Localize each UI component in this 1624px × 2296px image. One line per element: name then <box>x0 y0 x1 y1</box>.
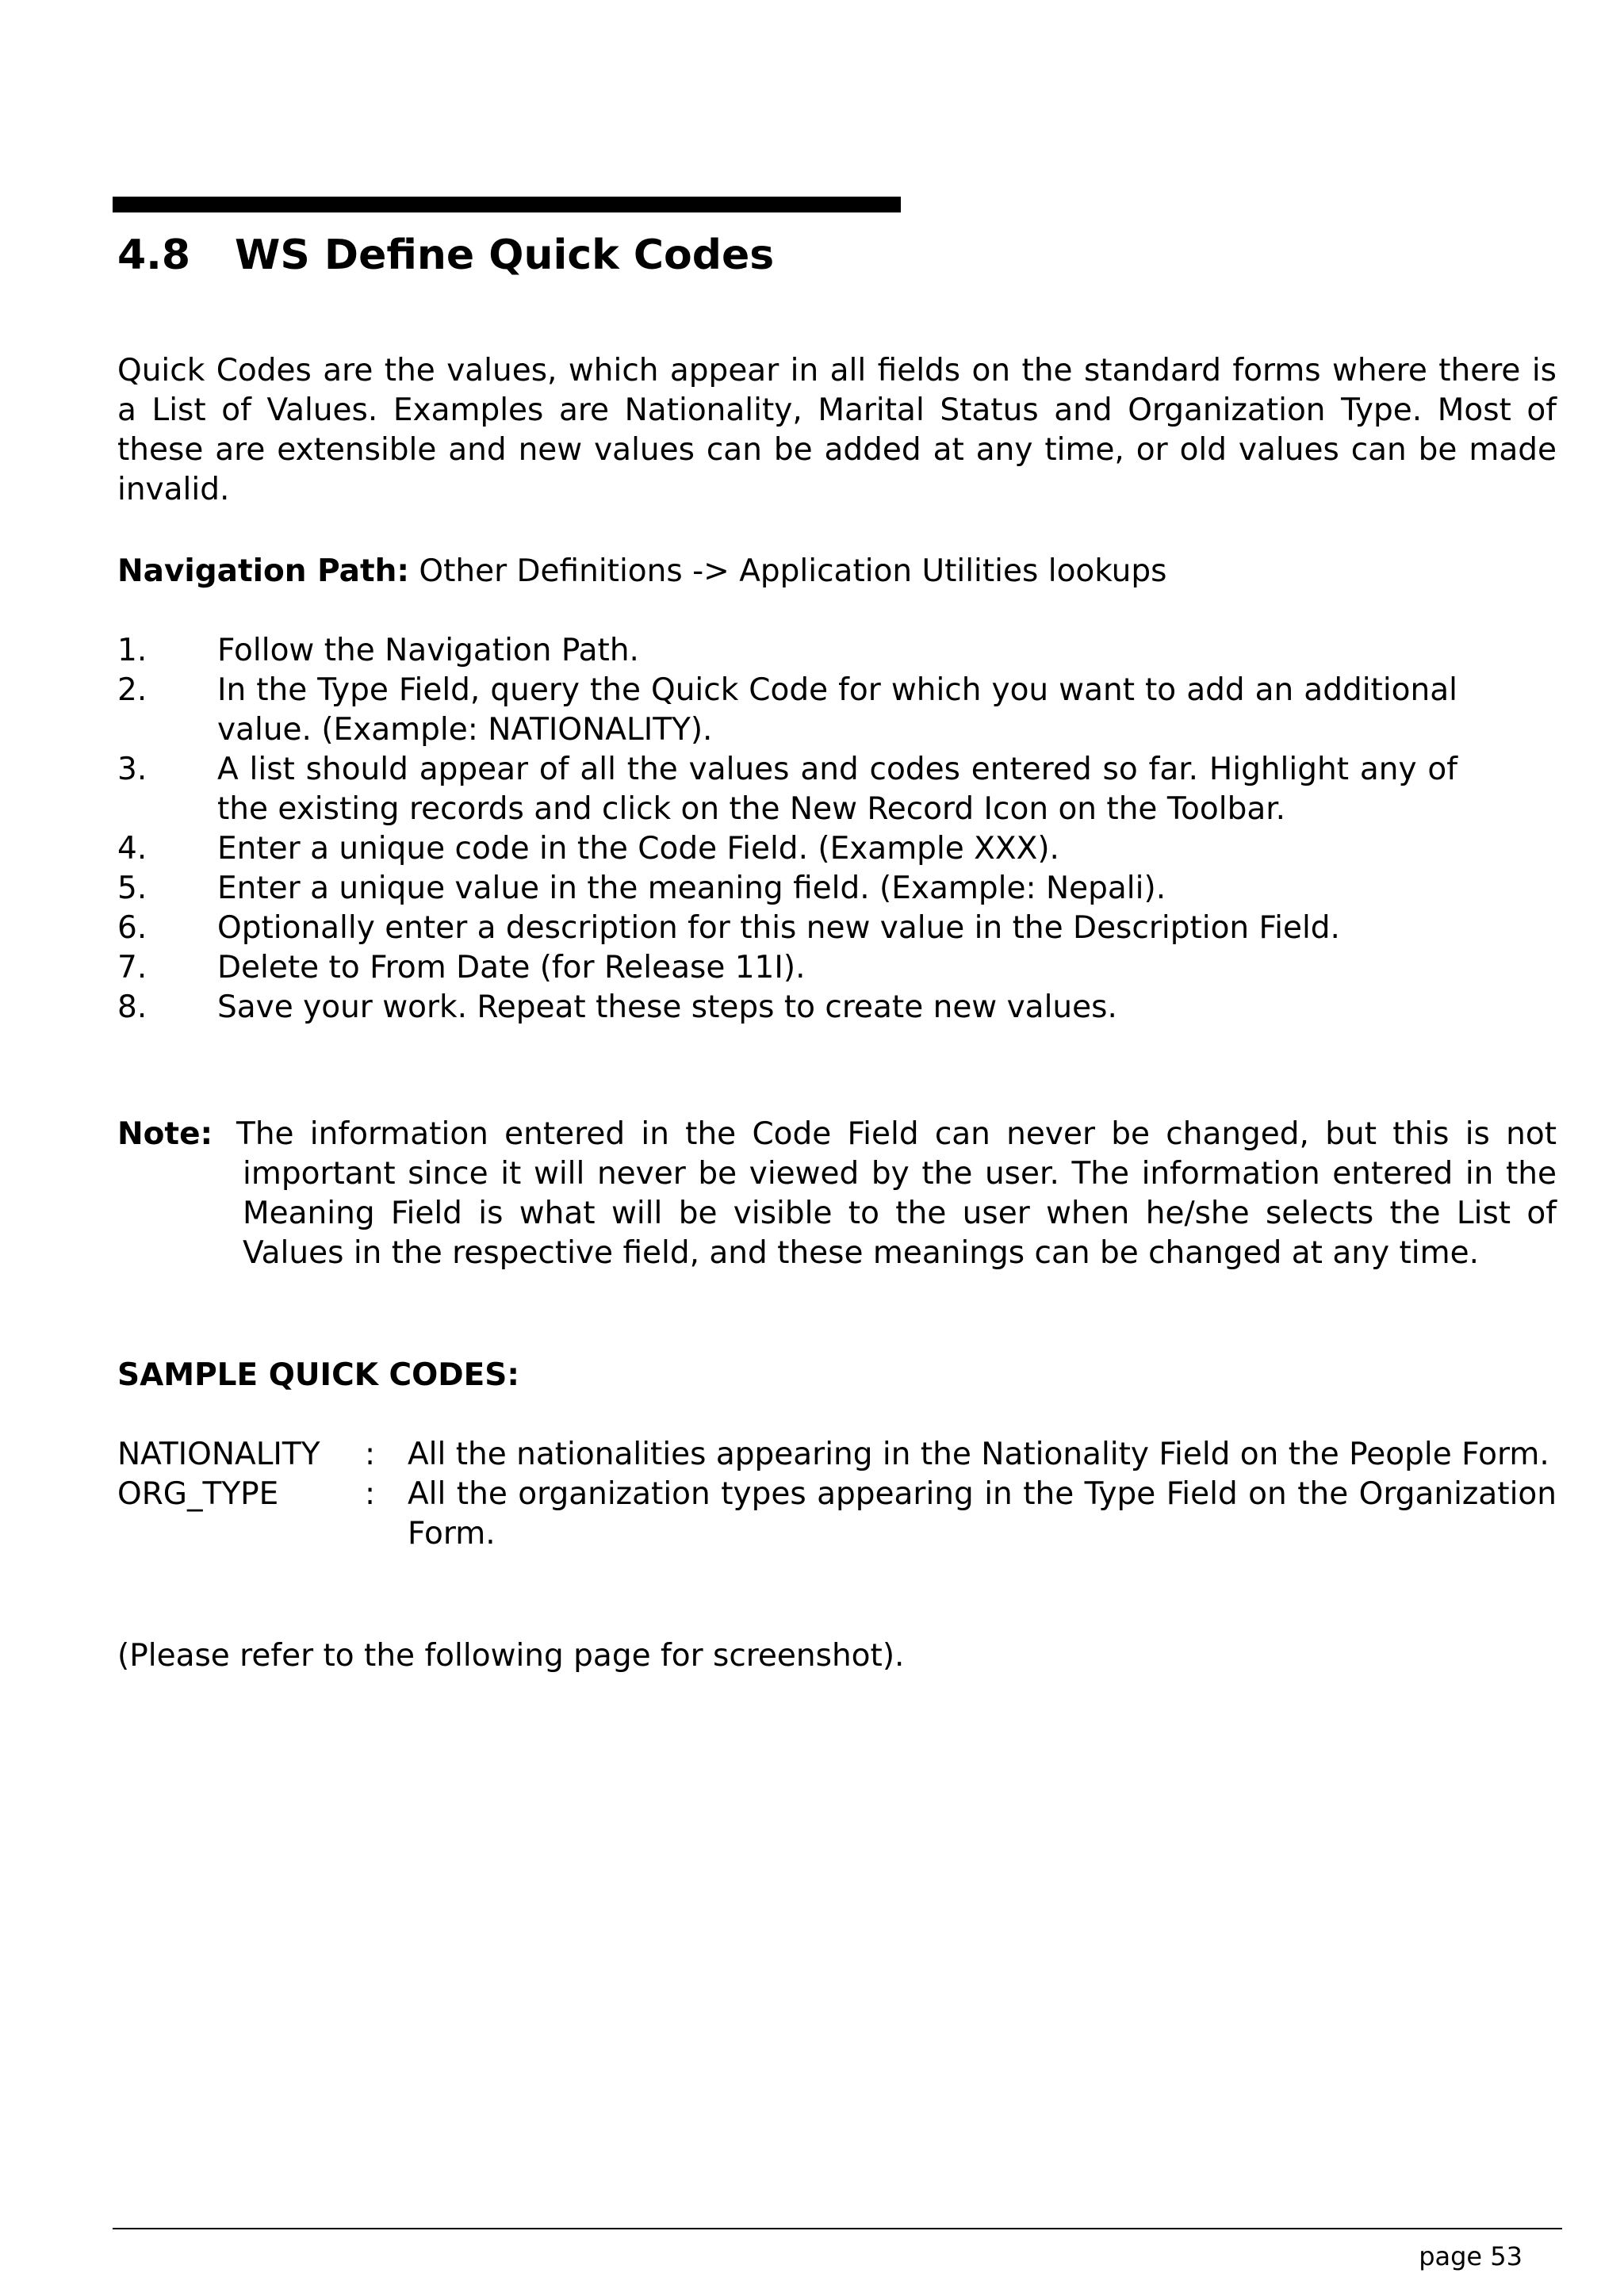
step-number: 7. <box>117 950 147 985</box>
screenshot-reference-note: (Please refer to the following page for screenshot). <box>117 1638 905 1674</box>
section-heading <box>117 224 774 287</box>
step-item <box>117 671 1457 750</box>
navigation-path-value: Other Definitions -> Application Utilities lookups <box>409 553 1167 589</box>
section-title: WS Define Quick Codes <box>235 232 775 279</box>
sample-code-colon: : <box>365 1437 376 1472</box>
step-number: 1. <box>117 633 147 668</box>
steps-list <box>117 631 1457 1027</box>
step-text: Follow the Navigation Path. <box>217 633 639 668</box>
step-item <box>117 988 1457 1027</box>
page-number: page 53 <box>1419 2241 1522 2271</box>
step-item <box>117 750 1457 829</box>
step-number: 5. <box>117 871 147 906</box>
sample-code-description: All the nationalities appearing in the Nationality Field on the People Form. <box>408 1437 1549 1472</box>
step-text: Enter a unique value in the meaning field. (Example: Nepali). <box>217 871 1166 906</box>
sample-code-name: NATIONALITY <box>117 1437 320 1472</box>
step-item <box>117 829 1457 869</box>
navigation-path-label: Navigation Path: <box>117 553 409 589</box>
step-text: Delete to From Date (for Release 11I). <box>217 950 806 985</box>
note-text: The information entered in the Code Field can never be changed, but this is not important since it will never be viewed by the user. The information entered in the Meaning Field is what will be visible to the user when he/she selects the List of Values in the respective field, and these meanings can be changed at any time. <box>236 1116 1557 1271</box>
step-text: Enter a unique code in the Code Field. (Example XXX). <box>217 831 1059 867</box>
step-text: Save your work. Repeat these steps to create new values. <box>217 989 1117 1025</box>
step-text: A list should appear of all the values and codes entered so far. Highlight any of the existing records and click on the New Record Icon on the Toolbar. <box>217 752 1457 827</box>
step-number: 3. <box>117 752 147 787</box>
sample-quick-codes-heading: SAMPLE QUICK CODES: <box>117 1357 519 1393</box>
section-number: 4.8 <box>117 232 191 279</box>
step-number: 8. <box>117 989 147 1025</box>
sample-code-row <box>117 1435 1557 1475</box>
navigation-path <box>117 552 1166 591</box>
step-item <box>117 948 1457 988</box>
step-item <box>117 631 1457 671</box>
note-block <box>117 1115 1557 1273</box>
note-label: Note: <box>117 1116 213 1152</box>
step-item <box>117 909 1457 948</box>
sample-code-name: ORG_TYPE <box>117 1476 279 1512</box>
step-text: Optionally enter a description for this new value in the Description Field. <box>217 910 1340 946</box>
step-number: 4. <box>117 831 147 867</box>
step-text: In the Type Field, query the Quick Code for which you want to add an additional value. (Example: NATIONALITY). <box>217 672 1457 748</box>
step-number: 6. <box>117 910 147 946</box>
intro-paragraph: Quick Codes are the values, which appear in all fields on the standard forms where there is a List of Values. Examples are Nationality, Marital Status and Organization Type. Most of these are extensible and new values can be added at any time, or old values can be made invalid. <box>117 353 1557 507</box>
step-number: 2. <box>117 672 147 708</box>
step-item <box>117 869 1457 909</box>
sample-code-colon: : <box>365 1476 376 1512</box>
sample-code-row <box>117 1475 1557 1554</box>
footer-rule <box>113 2228 1562 2229</box>
section-top-rule <box>113 197 901 212</box>
sample-codes-list <box>117 1435 1557 1554</box>
sample-code-description: All the organization types appearing in the Type Field on the Organization Form. <box>408 1476 1557 1552</box>
